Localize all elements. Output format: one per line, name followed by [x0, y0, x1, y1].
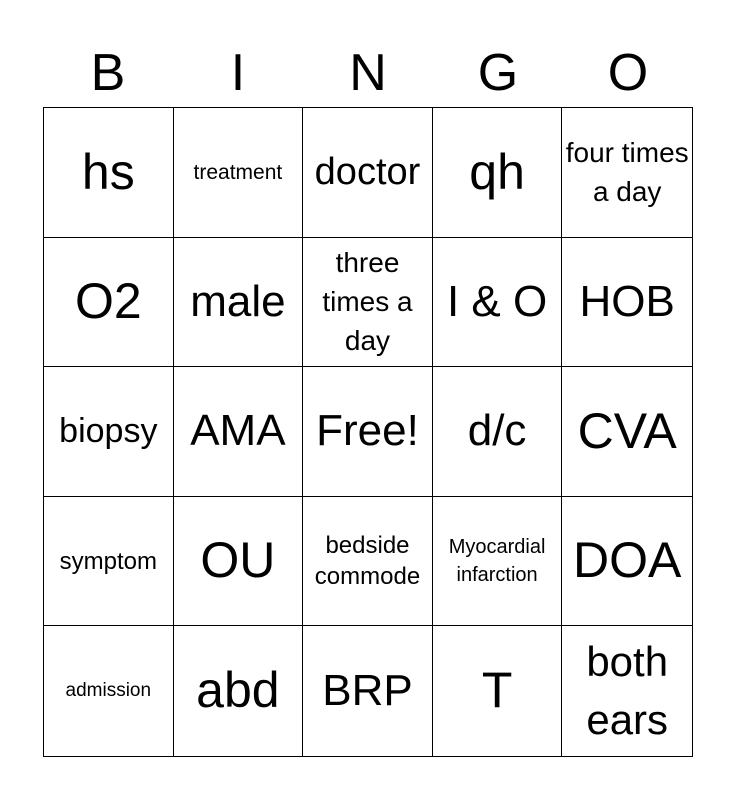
bingo-cell[interactable] [433, 367, 563, 497]
bingo-cell[interactable] [44, 108, 174, 238]
bingo-cell[interactable] [174, 367, 304, 497]
bingo-header [43, 40, 693, 106]
bingo-cell[interactable] [433, 238, 563, 368]
cell-label: BRP [322, 665, 413, 715]
bingo-cell[interactable] [303, 626, 433, 756]
header-letter-i: I [230, 44, 246, 102]
cell-label: symptom [59, 547, 157, 575]
bingo-cell[interactable] [562, 497, 692, 627]
cell-label: I & O [446, 276, 548, 326]
bingo-cell[interactable] [303, 497, 433, 627]
cell-label: male [190, 276, 286, 326]
cell-label: qh [469, 143, 525, 200]
bingo-cell[interactable] [174, 108, 304, 238]
cell-label: abd [196, 662, 280, 719]
cell-label: O2 [74, 273, 142, 330]
bingo-cell[interactable] [562, 238, 692, 368]
bingo-cell[interactable] [433, 108, 563, 238]
cell-label: four times a day [565, 137, 689, 208]
bingo-cell[interactable] [562, 367, 692, 497]
cell-label: three times a day [322, 247, 413, 357]
bingo-cell[interactable] [433, 497, 563, 627]
cell-label: bedside commode [314, 531, 421, 591]
cell-label: DOA [573, 532, 682, 589]
cell-label: treatment [193, 160, 283, 184]
cell-label: OU [200, 532, 276, 589]
header-letter-b: B [90, 44, 126, 102]
bingo-cell[interactable] [44, 497, 174, 627]
cell-label: Myocardial infarction [448, 536, 546, 587]
free-space-cell[interactable] [303, 367, 433, 497]
bingo-cell[interactable] [174, 497, 304, 627]
cell-label: doctor [314, 150, 421, 193]
bingo-cell[interactable] [174, 626, 304, 756]
bingo-cell[interactable] [44, 238, 174, 368]
cell-label: hs [81, 143, 135, 200]
bingo-cell[interactable] [44, 626, 174, 756]
cell-label: T [481, 662, 513, 719]
bingo-cell[interactable] [174, 238, 304, 368]
header-letter-n: N [349, 44, 387, 102]
bingo-cell[interactable] [562, 108, 692, 238]
cell-label: d/c [467, 406, 527, 456]
cell-label: AMA [190, 406, 286, 456]
bingo-cell[interactable] [44, 367, 174, 497]
cell-label: HOB [579, 276, 675, 326]
cell-label: biopsy [59, 412, 158, 451]
header-letter-g: G [477, 44, 519, 102]
cell-label: admission [65, 679, 152, 701]
header-letter-o: O [607, 44, 649, 102]
free-space-label: Free! [316, 406, 419, 456]
cell-label: CVA [577, 402, 677, 459]
bingo-cell[interactable] [562, 626, 692, 756]
bingo-cell[interactable] [303, 238, 433, 368]
bingo-board [43, 107, 693, 757]
bingo-cell[interactable] [303, 108, 433, 238]
cell-label: both ears [586, 638, 669, 744]
bingo-cell[interactable] [433, 626, 563, 756]
